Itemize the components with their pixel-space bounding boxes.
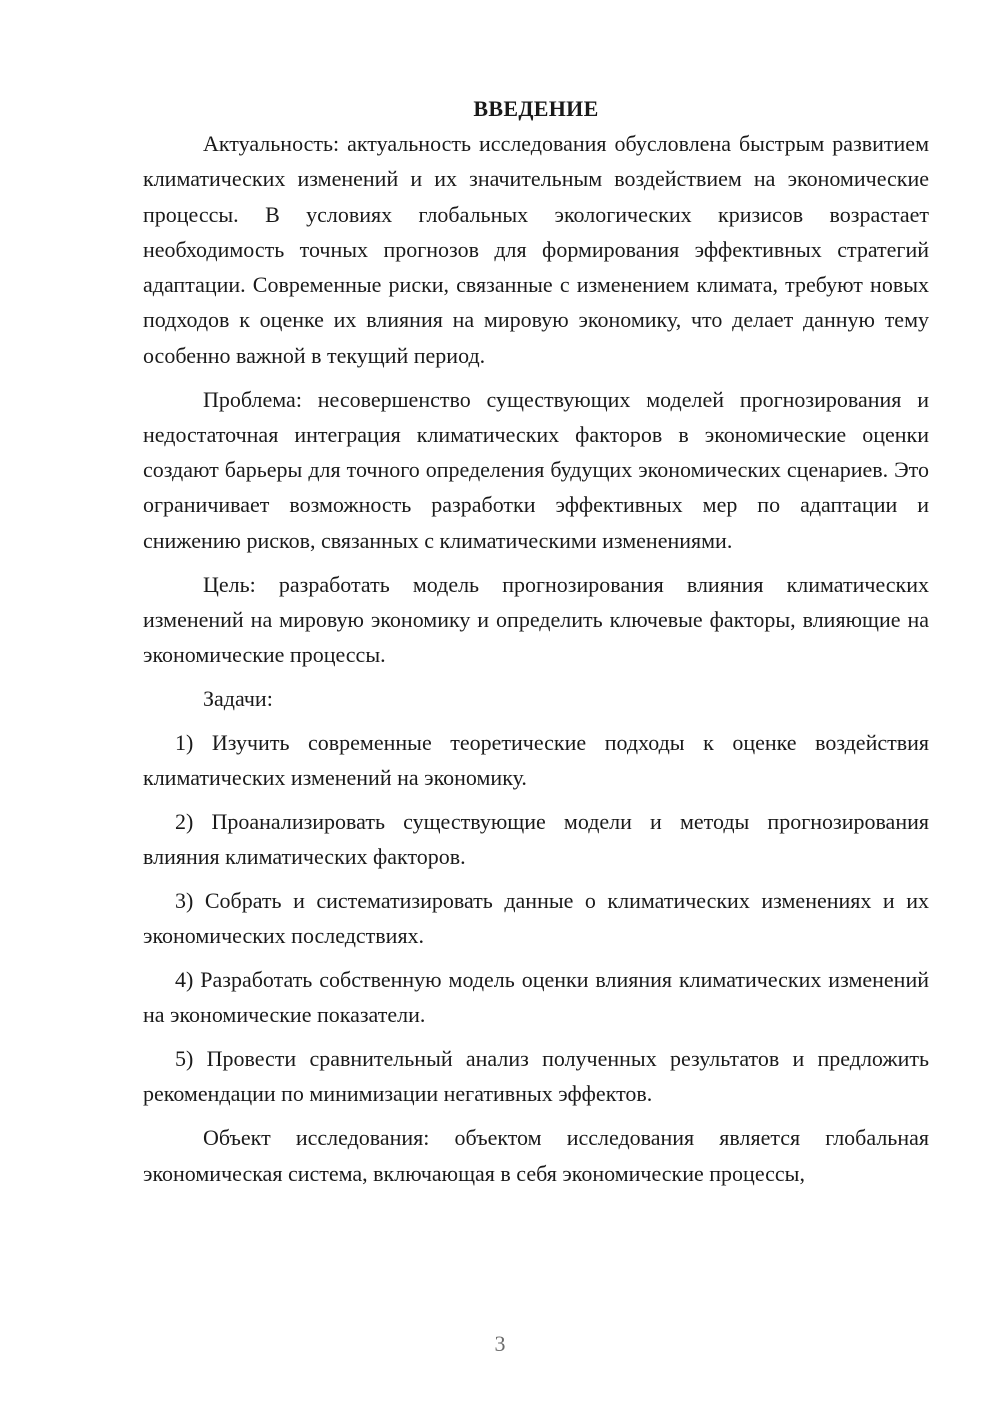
document-page — [143, 94, 929, 1199]
paragraph-problem: Проблема: несовершенство существующих моделей прогнозирования и недостаточная интеграция климатических факторов в экономические оценки создают барьеры для точного определения будущих экономических сценариев. Это ограничивает возможность разработки эффективных мер по адаптации и снижению рисков, связанных с климатическими изменениями. — [143, 386, 929, 553]
page-number: 3 — [494, 1331, 506, 1356]
tasks-label: Задачи: — [203, 685, 273, 711]
task-item: 3) Собрать и систематизировать данные о климатических изменениях и их экономических последствиях. — [143, 887, 929, 949]
task-item: 1) Изучить современные теоретические подходы к оценке воздействия климатических изменений на экономику. — [143, 729, 929, 791]
paragraph-relevance: Актуальность: актуальность исследования обусловлена быстрым развитием климатических изменений и их значительным воздействием на экономические процессы. В условиях глобальных экологических кризисов возрастает необходимость точных прогнозов для формирования эффективных стратегий адаптации. Современные риски, связанные с изменением климата, требуют новых подходов к оценке их влияния на мировую экономику, что делает данную тему особенно важной в текущий период. — [143, 131, 929, 368]
task-item: 2) Проанализировать существующие модели и методы прогнозирования влияния климатических факторов. — [143, 808, 929, 870]
paragraph-goal: Цель: разработать модель прогнозирования влияния климатических изменений на мировую экономику и определить ключевые факторы, влияющие на экономические процессы. — [143, 571, 929, 668]
task-item: 5) Провести сравнительный анализ полученных результатов и предложить рекомендации по минимизации негативных эффектов. — [143, 1046, 929, 1107]
task-item: 4) Разработать собственную модель оценки влияния климатических изменений на экономические показатели. — [143, 967, 929, 1028]
paragraph-object: Объект исследования: объектом исследования является глобальная экономическая система, включающая в себя экономические процессы, — [143, 1125, 929, 1186]
section-heading: ВВЕДЕНИЕ — [473, 96, 599, 121]
